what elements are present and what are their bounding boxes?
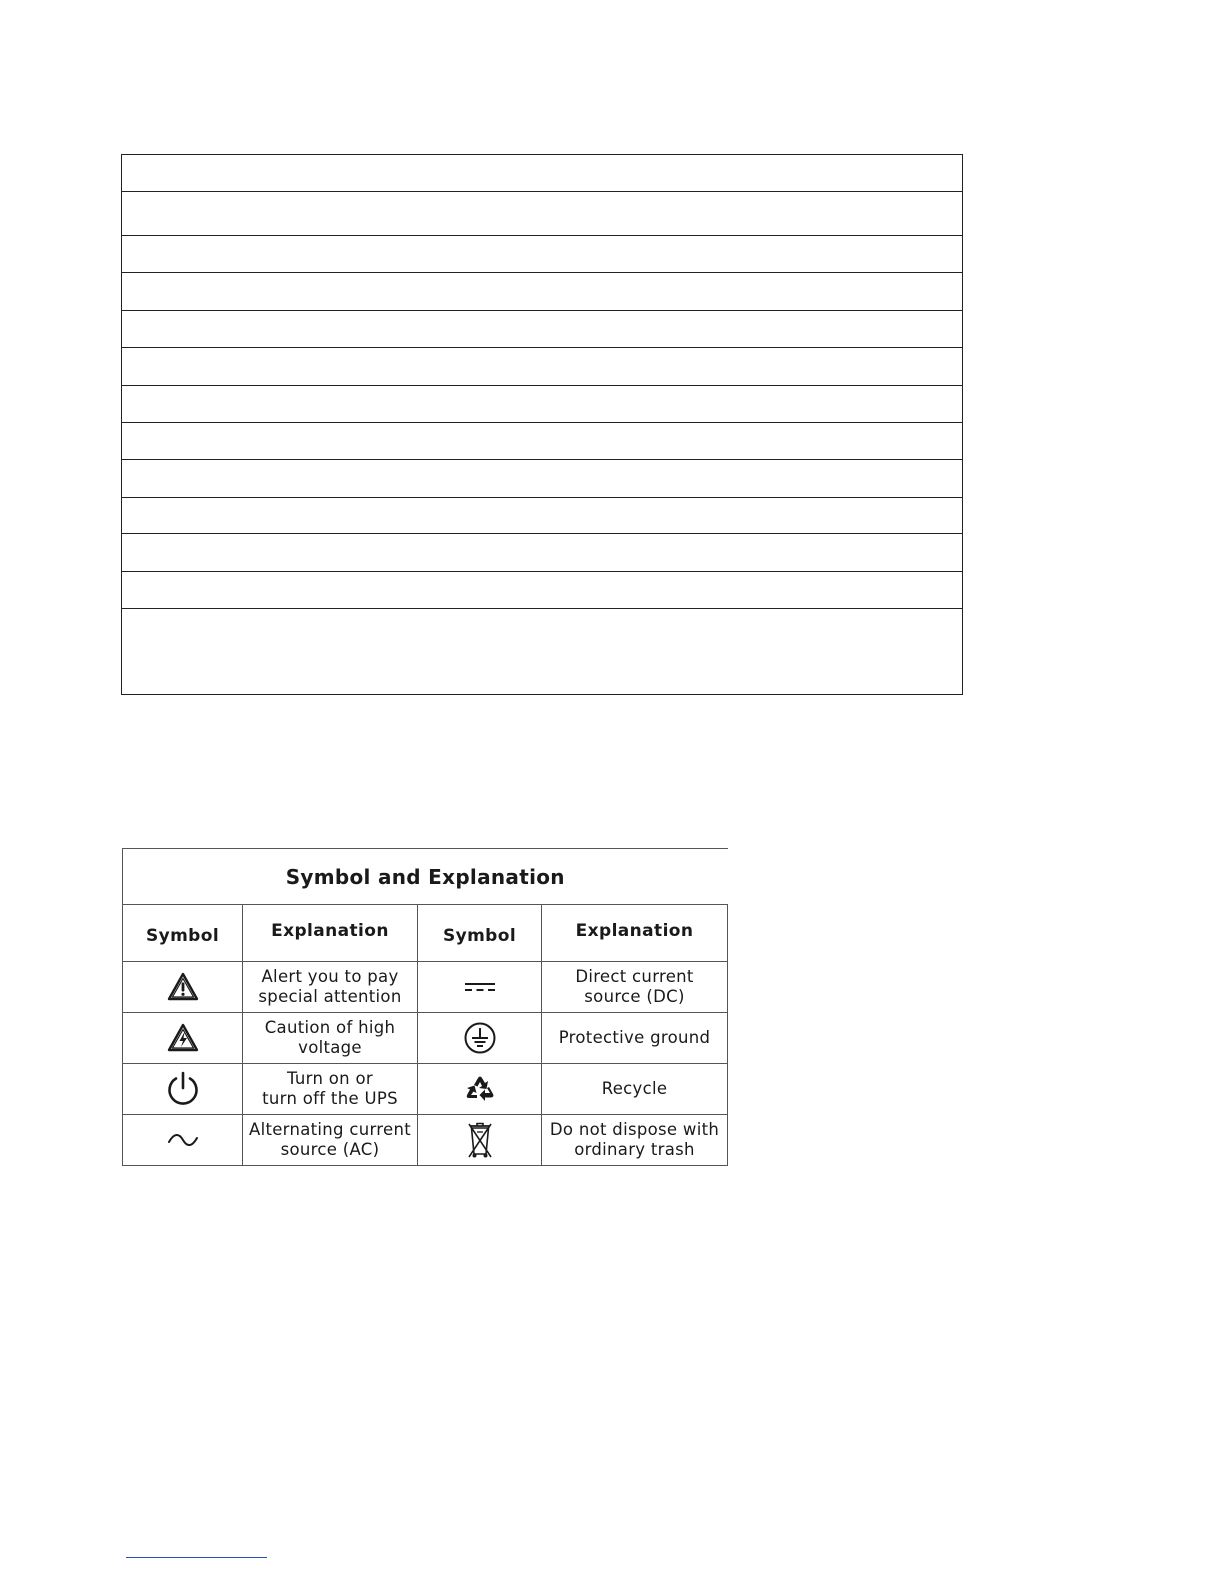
symbol-cell (418, 962, 542, 1013)
symbol-table-header-row (123, 905, 728, 962)
table-row (122, 609, 963, 695)
protective-ground-icon (463, 1021, 497, 1055)
explanation-cell: Alternating current source (AC) (243, 1115, 418, 1166)
header-symbol-2: Symbol (418, 905, 542, 962)
symbol-cell (418, 1064, 542, 1115)
table-row (123, 962, 728, 1013)
explanation-cell: Direct current source (DC) (542, 962, 728, 1013)
symbol-cell (123, 1064, 243, 1115)
warning-triangle-icon (167, 972, 199, 1002)
header-symbol-1: Symbol (123, 905, 243, 962)
table-row (122, 386, 963, 423)
explanation-cell: Caution of high voltage (243, 1013, 418, 1064)
symbol-table-title-row (123, 849, 728, 905)
table-row (122, 192, 963, 236)
table-row (123, 1064, 728, 1115)
crossed-bin-icon (466, 1120, 494, 1160)
alternating-current-icon (166, 1132, 200, 1148)
high-voltage-icon (167, 1023, 199, 1053)
symbol-cell (123, 1013, 243, 1064)
table-row (122, 572, 963, 609)
table-row (122, 155, 963, 192)
symbol-cell (123, 1115, 243, 1166)
table-row (122, 498, 963, 534)
table-row (123, 1115, 728, 1166)
power-icon (165, 1070, 201, 1108)
header-explanation-2: Explanation (542, 905, 728, 962)
explanation-cell: Do not dispose with ordinary trash (542, 1115, 728, 1166)
table-row (122, 460, 963, 498)
table-row (122, 423, 963, 460)
table-row (122, 311, 963, 348)
symbol-table-title: Symbol and Explanation (123, 849, 728, 905)
explanation-cell: Turn on or turn off the UPS (243, 1064, 418, 1115)
symbol-table (122, 848, 728, 1166)
table-row (122, 273, 963, 311)
symbol-cell (123, 962, 243, 1013)
symbol-cell (418, 1013, 542, 1064)
blank-table (121, 154, 963, 695)
table-row (123, 1013, 728, 1064)
table-row (122, 534, 963, 572)
explanation-cell: Protective ground (542, 1013, 728, 1064)
recycle-icon (463, 1074, 497, 1104)
explanation-cell: Recycle (542, 1064, 728, 1115)
explanation-cell: Alert you to pay special attention (243, 962, 418, 1013)
table-row (122, 236, 963, 273)
footnote-separator-line (126, 1557, 267, 1558)
direct-current-icon (463, 980, 497, 994)
symbol-cell (418, 1115, 542, 1166)
table-row (122, 348, 963, 386)
header-explanation-1: Explanation (243, 905, 418, 962)
